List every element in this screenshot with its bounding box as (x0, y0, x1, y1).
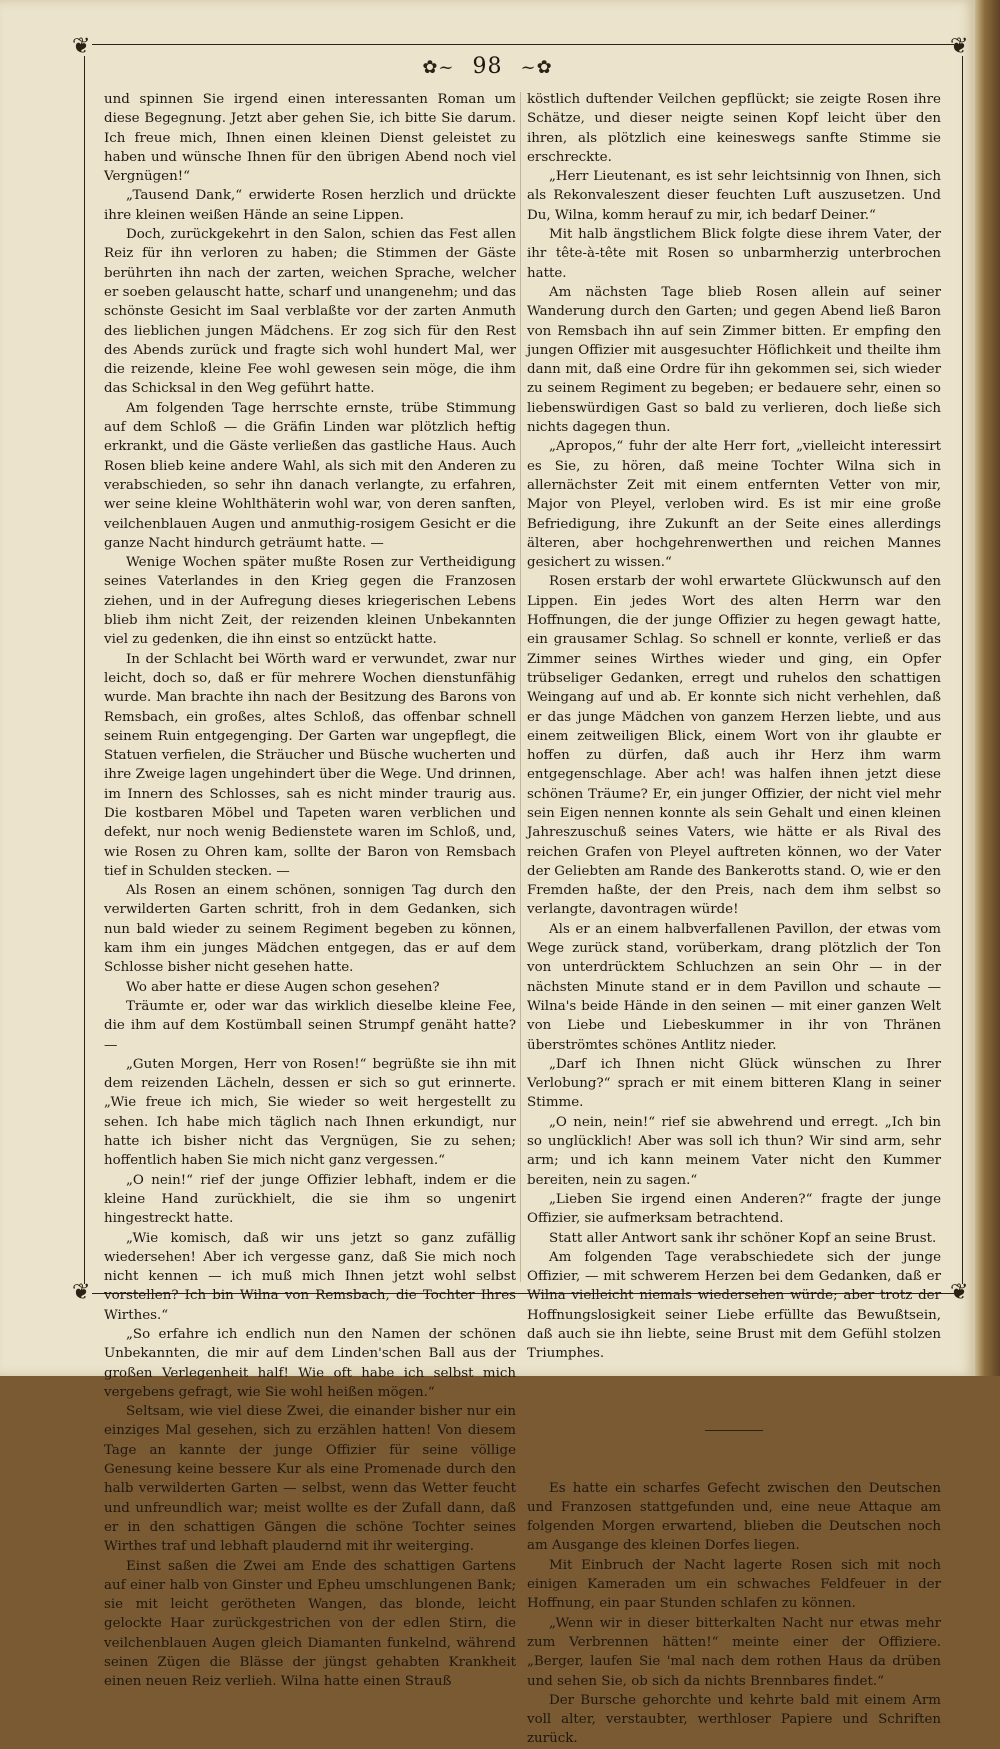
paragraph: „Darf ich Ihnen nicht Glück wünschen zu Ihrer Verlobung?“ sprach er mit einem bitteren Klang in seiner Stimme. (527, 1056, 941, 1111)
corner-ornament-top-left: ❦ (72, 34, 91, 59)
paragraph: köstlich duftender Veilchen gepflückt; sie zeigte Rosen ihre Schätze, und dieser neigte seinen Kopf leicht über den ihren, als plötzlich eine keineswegs sanfte Stimme sie erschreckte. (527, 92, 941, 165)
paragraph: Am nächsten Tage blieb Rosen allein auf seiner Wanderung durch den Garten; und gegen Abend ließ Baron von Remsbach ihn auf sein Zimmer bitten. Er empfing den jungen Offizier mit ausgesuchter Höflichkeit und theilte ihm dann mit, daß eine Ordre für ihn gekommen sei, sich wieder zu seinem Regiment zu begeben; er bedauere sehr, einen so liebenswürdigen Gast so bald zu verlieren, doch ließe sich nichts dagegen thun. (527, 284, 941, 436)
page-number: 98 (472, 54, 503, 79)
paragraph: Der Bursche gehorchte und kehrte bald mit einem Arm voll alter, verstaubter, werthloser Papiere und Schriften zurück. (527, 1692, 941, 1747)
paragraph: „O nein, nein!“ rief sie abwehrend und erregt. „Ich bin so unglücklich! Aber was soll ich thun? Wir sind arm, sehr arm; und ich kann meinem Vater nicht den Kummer bereiten, nein zu sagen.“ (527, 1114, 941, 1188)
paragraph: „O nein!“ rief der junge Offizier lebhaft, indem er die kleine Hand zurückhielt, die sie ihm so ungenirt hingestreckt hatte. (104, 1172, 516, 1227)
frame-left-rule (84, 56, 85, 1284)
column-separator (520, 92, 521, 1282)
paragraph: „Tausend Dank,“ erwiderte Rosen herzlich und drückte ihre kleinen weißen Hände an seine Lippen. (104, 188, 516, 223)
corner-ornament-bottom-left: ❦ (72, 1280, 91, 1305)
corner-ornament-bottom-right: ❦ (950, 1280, 969, 1305)
paragraph: In der Schlacht bei Wörth ward er verwundet, zwar nur leicht, doch so, daß er für mehrere Wochen dienstunfähig wurde. Man brachte ihn nach der Besitzung des Barons von Remsbach, ein großes, altes Schloß, das offenbar schnell seinem Ruin entgegenging. Der Garten war ungepflegt, die Statuen verfielen, die Sträucher und Büsche wucherten und ihre Zweige lagen ungehindert über die Wege. Und drinnen, im Innern des Schlosses, sah es nicht minder traurig aus. Die kostbaren Möbel und Tapeten waren verblichen und defekt, nur noch wenig Bedienstete waren im Schloß, und, wie Rosen zu Ohren kam, sollte der Baron von Remsbach tief in Schulden stecken. — (104, 651, 516, 879)
paragraph: Es hatte ein scharfes Gefecht zwischen den Deutschen und Franzosen stattgefunden und, eine neue Attaque am folgenden Morgen erwartend, blieben die Deutschen noch am Ausgange des kleinen Dorfes liegen. (527, 1480, 941, 1554)
paragraph: und spinnen Sie irgend einen interessanten Roman um diese Begegnung. Jetzt aber gehen Sie, ich bitte Sie darum. Ich freue mich, Ihnen einen kleinen Dienst geleistet zu haben und wünsche Ihnen für den übrigen Abend noch viel Vergnügen!“ (104, 92, 516, 185)
paragraph: „Apropos,“ fuhr der alte Herr fort, „vielleicht interessirt es Sie, zu hören, daß meine Tochter Wilna sich in allernächster Zeit mit einem entfernten Vetter von mir, Major von Pleyel, verloben wird. Es ist mir eine große Befriedigung, ihre Zukunft an der Seite eines allerdings älteren, aber hochgehrenwerthen und reichen Mannes gesichert zu wissen.“ (527, 439, 941, 571)
header-ornament-left: ✿~ (422, 57, 455, 78)
paragraph: Mit Einbruch der Nacht lagerte Rosen sich mit noch einigen Kameraden um ein schwaches Feldfeuer in der Hoffnung, ein paar Stunden schlafen zu können. (527, 1557, 941, 1612)
paragraph: „Wenn wir in dieser bitterkalten Nacht nur etwas mehr zum Verbrennen hätten!“ meinte einer der Offiziere. „Berger, laufen Sie 'mal nach dem rothen Haus da drüben und sehen Sie, ob sich da nichts Brennbares findet.“ (527, 1615, 941, 1689)
paragraph: Seltsam, wie viel diese Zwei, die einander bisher nur ein einziges Mal gesehen, sich zu erzählen hatten! Von diesem Tage an kannte der junge Offizier für seine völlige Genesung keine bessere Kur als eine Promenade durch den halb verwilderten Garten — selbst, wenn das Wetter feucht und unfreundlich war; meist wollte es der Zufall dann, daß er in den schattigen Gängen die schöne Tochter seines Wirthes traf und lebhaft plaudernd mit ihr weiterging. (104, 1404, 516, 1555)
paragraph: Mit halb ängstlichem Blick folgte diese ihrem Vater, der ihr tête-à-tête mit Rosen so unbarmherzig unterbrochen hatte. (527, 227, 941, 281)
frame-right-rule (962, 56, 963, 1284)
left-column (104, 90, 516, 1690)
paragraph: Als er an einem halbverfallenen Pavillon, der etwas vom Wege zurück stand, vorüberkam, drang plötzlich der Ton von unterdrücktem Schluchzen an sein Ohr — in der nächsten Minute stand er in dem Pavillon und schaute — Wilna's beide Hände in den seinen — mit einer ganzen Welt von Liebe und Liebeskummer in ihr von Thränen überströmtes schönes Antlitz nieder. (527, 921, 941, 1053)
section-divider (705, 1430, 763, 1431)
paragraph: Statt aller Antwort sank ihr schöner Kopf an seine Brust. (549, 1230, 937, 1246)
right-column (527, 90, 941, 1747)
paragraph: Doch, zurückgekehrt in den Salon, schien das Fest allen Reiz für ihn verloren zu haben; die Stimmen der Gäste berührten ihn nach der zarten, weichen Sprache, welcher er soeben gelauscht hatte, scharf und unangenehm; und das schönste Gesicht im Saal verblaßte vor der zarten Anmuth des lieblichen jungen Mädchens. Er zog sich für den Rest des Abends zurück und fragte sich wohl hundert Mal, wer die reizende, kleine Fee wohl gewesen sein möge, die ihm das Schicksal in den Weg geführt hatte. (104, 227, 516, 397)
paragraph: Am folgenden Tage herrschte ernste, trübe Stimmung auf dem Schloß — die Gräfin Linden war plötzlich heftig erkrankt, und die Gäste verließen das gastliche Haus. Auch Rosen blieb keine andere Wahl, als sich mit den Anderen zu verabschieden, so sehr ihn danach verlangte, zu erfahren, wer seine kleine Wohlthäterin wohl war, von deren sanften, veilchenblauen Augen und anmuthig-rosigem Gesicht er die ganze Nacht hindurch geträumt hatte. — (104, 400, 516, 551)
paragraph: „Lieben Sie irgend einen Anderen?“ fragte der junge Offizier, sie aufmerksam betrachtend. (527, 1191, 941, 1227)
page-header (0, 54, 975, 79)
paragraph: Wenige Wochen später mußte Rosen zur Vertheidigung seines Vaterlandes in den Krieg gegen die Franzosen ziehen, und in der Aufregung dieses kriegerischen Lebens blieb ihm nicht Zeit, der reizenden kleinen Unbekannten viel zu gedenken, die ihn einst so entzückt hatte. (104, 555, 516, 648)
frame-top-rule (92, 44, 954, 45)
paragraph: „So erfahre ich endlich nun den Namen der schönen Unbekannten, die mir auf dem Linden'schen Ball aus der großen Verlegenheit half! Wie oft habe ich selbst mich vergebens gefragt, wie Sie wohl heißen mögen.“ (104, 1327, 516, 1400)
paragraph: Einst saßen die Zwei am Ende des schattigen Gartens auf einer halb von Ginster und Epheu umschlungenen Bank; sie mit leicht gerötheten Wangen, das blonde, leicht gelockte Haar zurückgestrichen von der edlen Stirn, die veilchenblauen Augen gleich Diamanten funkelnd, während seinen Zügen die Blässe der jüngst gehabten Krankheit einen neuen Reiz verlieh. Wilna hatte einen Strauß (104, 1558, 516, 1690)
corner-ornament-top-right: ❦ (950, 34, 969, 59)
paragraph: Rosen erstarb der wohl erwartete Glückwunsch auf den Lippen. Ein jedes Wort des alten Herrn war den Hoffnungen, die der junge Offizier zu hegen gewagt hatte, ein grausamer Schlag. So schnell er konnte, verließ er das Zimmer seines Wirthes wieder und ging, ein Opfer trübseliger Gedanken, erregt und ruhelos den schattigen Weingang auf und ab. Er konnte sich nicht verhehlen, daß er das junge Mädchen von ganzem Herzen liebte, und aus einem zeitweiligen Blick, einem Wort von ihr glaubte er hoffen zu dürfen, daß auch ihr Herz ihm warm entgegenschlage. Aber ach! was halfen ihnen jetzt diese schönen Träume? Er, ein junger Offizier, der nicht viel mehr sein Eigen nennen konnte als sein Gehalt und einen kleinen Jahreszuschuß seines Vaters, wie hätte er als Rival des reichen Grafen von Pleyel auftreten können, wo der Vater der Geliebten am Rande des Bankerotts stand. O, wie er den Fremden haßte, der den Preis, nach dem ihm selbst so verlangte, davontragen würde! (527, 574, 941, 918)
paragraph: „Wie komisch, daß wir uns jetzt so ganz zufällig wiedersehen! Aber ich vergesse ganz, daß Sie mich noch nicht kennen — ich muß mich Ihnen jetzt wohl selbst vorstellen? Ich bin Wilna von Remsbach, die Tochter Ihres Wirthes.“ (104, 1230, 516, 1323)
paragraph: „Guten Morgen, Herr von Rosen!“ begrüßte sie ihn mit dem reizenden Lächeln, dessen er sich so gut erinnerte. „Wie freue ich mich, Sie wieder so weit hergestellt zu sehen. Ich habe mich täglich nach Ihnen erkundigt, nur hatte ich bisher nicht das Vergnügen, Sie zu sehen; hoffentlich haben Sie mich nicht ganz vergessen.“ (104, 1056, 516, 1169)
paragraph: Wo aber hatte er diese Augen schon gesehen? (126, 979, 440, 995)
paragraph: „Herr Lieutenant, es ist sehr leichtsinnig von Ihnen, sich als Rekonvaleszent dieser feuchten Luft auszusetzen. Und Du, Wilna, komm herauf zu mir, ich bedarf Deiner.“ (527, 169, 941, 223)
paragraph: Als Rosen an einem schönen, sonnigen Tag durch den verwilderten Garten schritt, froh in dem Gedanken, sich nun bald wieder zu seinem Regiment begeben zu können, kam ihm ein junges Mädchen entgegen, das er auf dem Schlosse bisher nicht gesehen hatte. (104, 883, 516, 976)
book-spine-edge (975, 0, 1000, 1376)
header-ornament-right: ~✿ (520, 57, 553, 78)
paragraph: Am folgenden Tage verabschiedete sich der junge Offizier, — mit schwerem Herzen bei dem Gedanken, daß er Wilna vielleicht niemals wiedersehen würde; aber trotz der Hoffnungslosigkeit seiner Liebe erfüllte das Bewußtsein, daß auch sie ihn liebte, seine Brust mit dem Gefühl stolzen Triumphes. (527, 1249, 941, 1362)
paragraph: Träumte er, oder war das wirklich dieselbe kleine Fee, die ihm auf dem Kostümball seinen Strumpf genäht hatte? — (104, 998, 516, 1053)
